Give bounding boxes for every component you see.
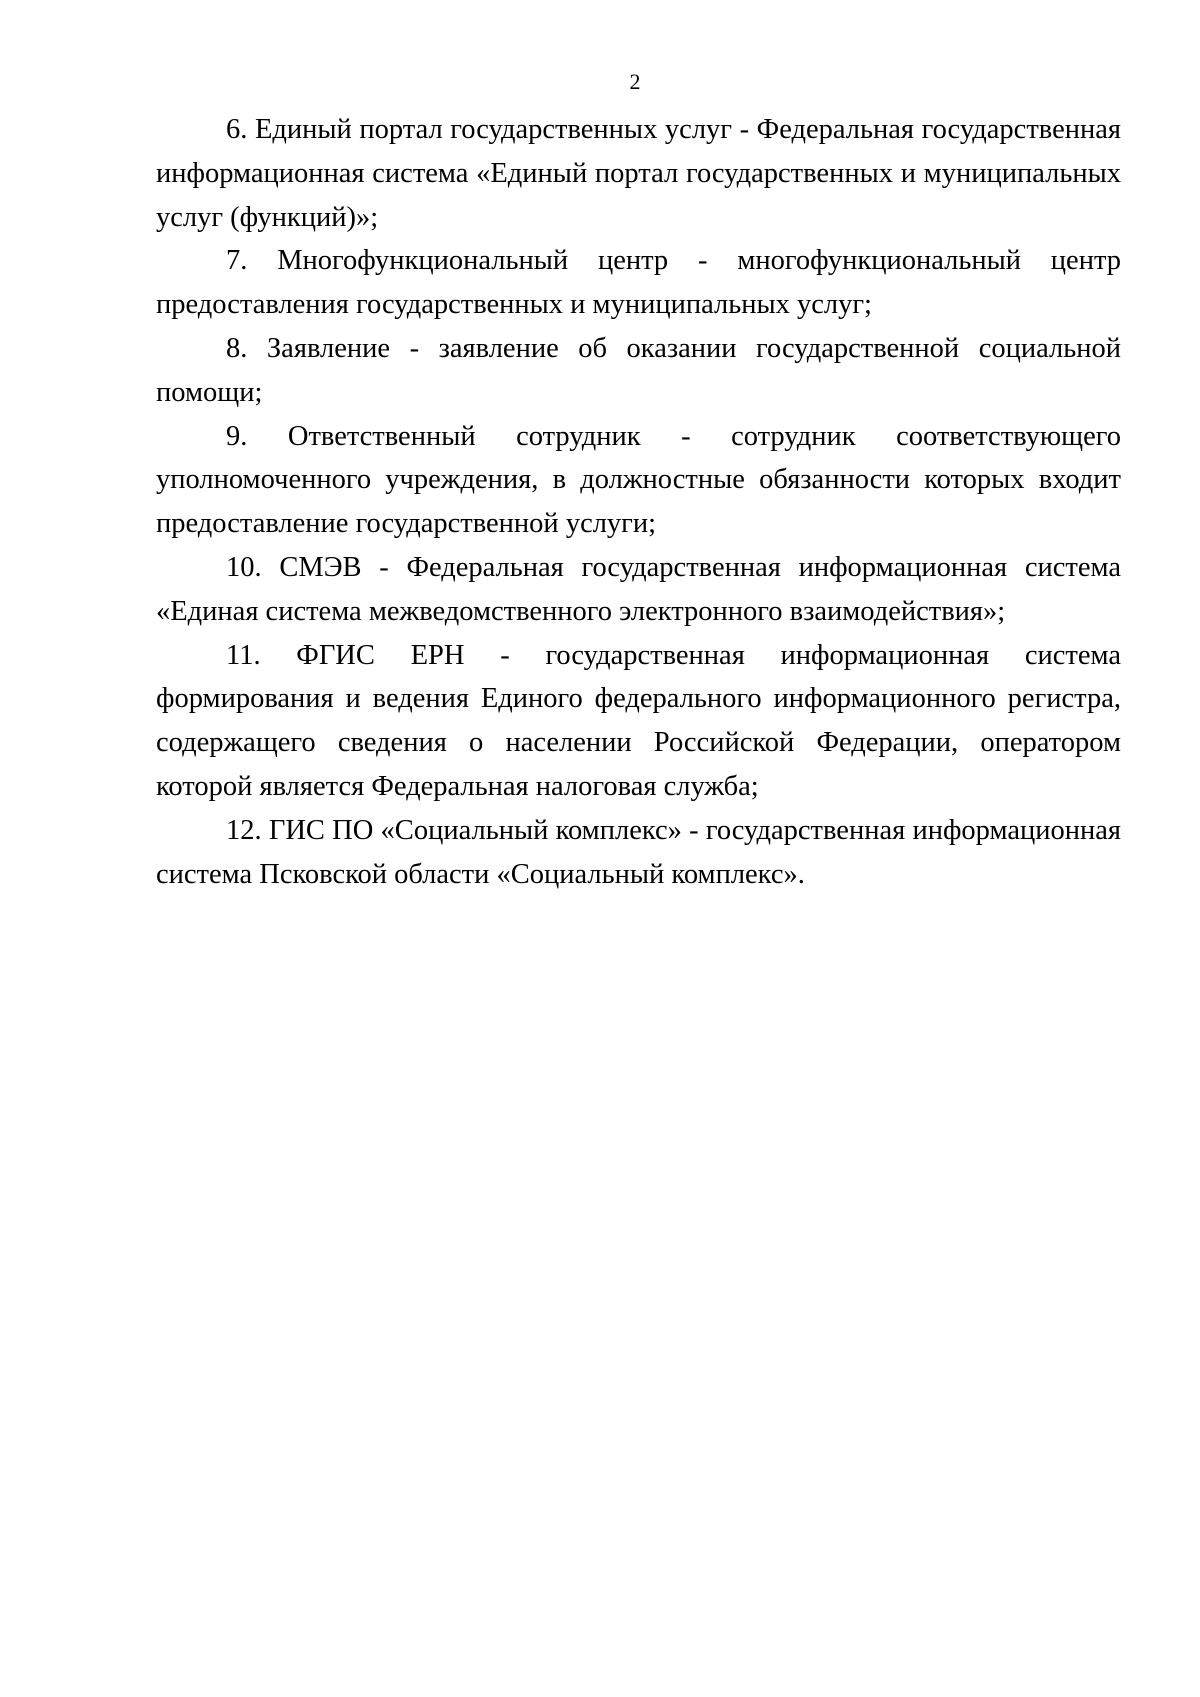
definition-item-6: 6. Единый портал государственных услуг - Федеральная государственная информационная система «Единый портал государственных и муниципальных услуг (функций)»; [156, 114, 1121, 233]
definition-item-9: 9. Ответственный сотрудник - сотрудник соответствующего уполномоченного учреждения, в должностные обязанности которых входит предоставление государственной услуги; [156, 420, 1121, 540]
document-body [156, 108, 1121, 896]
definition-item-7: 7. Многофункциональный центр - многофункциональный центр предоставления государственных и муниципальных услуг; [156, 245, 1121, 321]
definition-item-8: 8. Заявление - заявление об оказании государственной социальной помощи; [156, 332, 1121, 408]
definition-item-10: 10. СМЭВ - Федеральная государственная информационная система «Единая система межведомственного электронного взаимодействия»; [156, 551, 1121, 627]
definition-item-12: 12. ГИС ПО «Социальный комплекс» - государственная информационная система Псковской области «Социальный комплекс». [156, 814, 1121, 890]
definition-item-11: 11. ФГИС ЕРН - государственная информационная система формирования и ведения Единого федерального информационного регистра, содержащего сведения о населении Российской Федерации, оператором которой является Федеральная налоговая служба; [156, 639, 1121, 802]
page-number: 2 [629, 69, 641, 94]
